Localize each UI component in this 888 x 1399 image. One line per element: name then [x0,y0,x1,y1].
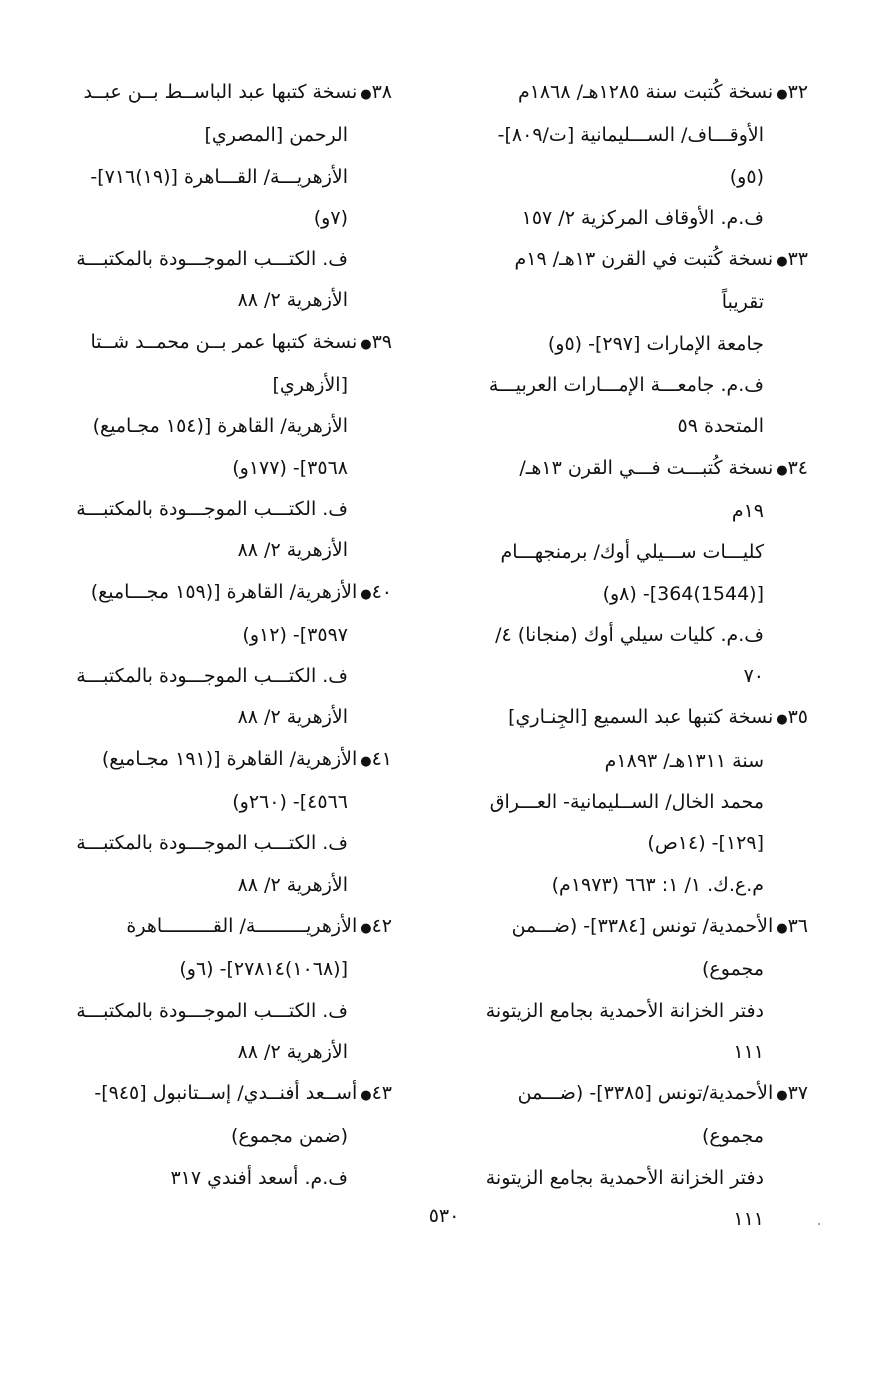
entry-text: نسخة كُتبت سنة ١٢٨٥هـ/ ١٨٦٨م [517,81,774,103]
entry-line: ٧٠ [743,665,764,688]
entry-text: نسخة كتبها عبد الباســط بــن عبــد [83,81,358,103]
catalog-entry [432,448,808,698]
bullet-icon: ● [776,920,788,936]
bullet-icon: ● [360,87,372,102]
entry-number: ٣٣ [787,248,808,271]
entry-line: المتحدة ٥٩ [677,415,764,438]
entry-line: سنة ١٣١١هـ/ ١٨٩٣م [604,749,764,772]
entry-line: كليـــات ســـيلي أوك/ برمنجهـــام [500,541,764,564]
entry-number: ٣٦ [787,914,808,937]
entry-line: الأزهرية ٢/ ٨٨ [237,873,348,896]
entry-number: ٣٥ [787,706,808,729]
entry-line: [الأزهري] [272,374,348,397]
entry-line: الأوقـــاف/ الســـليمانية [ت/٨٠٩]- [497,124,764,147]
bullet-icon: ● [360,586,372,602]
entry-heading-line [62,906,392,949]
entry-number: ٤١ [371,747,392,770]
entry-line: م.ع.ك. ١/ ١: ٦٦٣ (١٩٧٣م) [551,873,764,896]
entry-heading-line [432,239,808,282]
entry-line: الرحمن [المصري] [204,124,348,147]
catalog-entry [62,739,392,906]
entry-line: ف. الكتـــب الموجـــودة بالمكتبـــة [76,497,348,520]
entry-text: نسخة كُتبـــت فـــي القرن ١٣هـ/ [519,456,774,479]
bullet-icon: ● [776,254,788,270]
entry-number: ٣٤ [787,456,808,479]
entry-heading-line [432,697,808,740]
entry-line: [(١٠٦٨)٢٧٨١٤]- (٦و) [179,958,348,981]
bullet-icon: ● [360,920,372,936]
bullet-icon: ● [776,87,788,102]
entry-line: ٣٥٦٨]- (١٧٧و) [232,456,348,479]
catalog-entry [432,906,808,1073]
entry-number: ٤٢ [371,914,392,937]
entry-number: ٤٠ [371,580,392,603]
entry-text: الأزهريـــــــــة/ القـــــــــاهرة [126,914,358,937]
catalog-entry [432,697,808,905]
bullet-icon: ● [360,336,372,352]
entry-heading-line [432,906,808,949]
entry-line: ف. الكتـــب الموجـــودة بالمكتبـــة [76,248,348,271]
entry-line: مجموع) [702,958,764,981]
entry-line: دفتر الخزانة الأحمدية بجامع الزيتونة [485,1166,764,1189]
entry-line: ٣٥٩٧]- (١٢و) [242,623,348,646]
entry-line: جامعة الإمارات [٢٩٧]- (٥و) [547,332,764,355]
entry-text: الأزهرية/ القاهرة [(١٥٩ مجـــاميع) [90,580,358,603]
entry-line: ف.م. كليات سيلي أوك (منجانا) ٤/ [495,623,764,646]
entry-line: الأزهرية ٢/ ٨٨ [237,1040,348,1063]
entry-text: الأحمدية/تونس [٣٣٨٥]- (ضـــمن [517,1082,774,1105]
bullet-icon: ● [776,712,788,728]
entry-heading-line [62,72,392,115]
entry-text: الأحمدية/ تونس [٣٣٨٤]- (ضـــمن [511,914,774,937]
entry-line: ف.م. أسعد أفندي ٣١٧ [170,1166,348,1189]
entry-line: ف.م. جامعـــة الإمـــارات العربيـــة [488,374,764,397]
entry-heading-line [62,322,392,365]
entry-line: (ضمن مجموع) [230,1125,348,1148]
entry-line: ف. الكتـــب الموجـــودة بالمكتبـــة [76,665,348,688]
catalog-entry [62,906,392,1073]
entry-text: نسخة كتبها عبد السميع [الجِنـاري] [508,706,774,729]
entry-number: ٣٧ [787,1082,808,1105]
entry-heading-line [432,1073,808,1116]
catalog-entry [62,572,392,739]
entry-line: ١١١ [733,1040,764,1063]
entry-line: مجموع) [702,1125,764,1148]
entry-heading-line [62,1073,392,1116]
bullet-icon: ● [776,462,788,478]
catalog-entry [62,322,392,572]
catalog-entry [432,72,808,239]
entry-number: ٤٣ [371,1082,392,1105]
entry-text: الأزهرية/ القاهرة [(١٩١ مجـاميع) [101,747,358,770]
left-column [62,72,392,1199]
entry-line: (٥و) [729,165,764,188]
entry-line: الأزهرية ٢/ ٨٨ [237,706,348,729]
entry-text: نسخة كُتبت في القرن ١٣هـ/ ١٩م [514,248,774,271]
scan-speck [818,1223,820,1225]
right-column [432,72,808,1240]
bullet-icon: ● [776,1088,788,1104]
entry-heading-line [432,448,808,491]
entry-line: (٧و) [313,206,348,229]
entry-line: ف. الكتـــب الموجـــودة بالمكتبـــة [76,999,348,1022]
catalog-entry [432,239,808,447]
entry-text: نسخة كتبها عمر بــن محمــد شــتا [90,330,358,353]
entry-number: ٣٩ [371,330,392,353]
entry-line: دفتر الخزانة الأحمدية بجامع الزيتونة [485,999,764,1022]
entry-line: ٤٥٦٦]- (٢٦٠و) [232,791,348,814]
entry-line: الأزهرية ٢/ ٨٨ [237,289,348,312]
catalog-entry [62,1073,392,1199]
entry-heading-line [62,572,392,615]
page-number: ٥٣٠ [428,1205,460,1227]
entry-line: ١١١ [733,1208,764,1231]
entry-heading-line [432,72,808,115]
entry-line: محمد الخال/ الســليمانية- العـــراق [489,791,764,814]
entry-heading-line [62,739,392,782]
entry-line: ف.م. الأوقاف المركزية ٢/ ١٥٧ [521,206,764,229]
bullet-icon: ● [360,1088,372,1104]
entry-line: الأزهرية/ القاهرة [(١٥٤ مجـاميع) [92,415,348,438]
entry-line: ١٩م [731,499,764,522]
entry-line: تقريباً [721,291,764,314]
catalog-entry [62,72,392,322]
entry-line: الأزهريـــة/ القـــاهرة [(١٩)٧١٦]- [90,165,348,188]
entry-number: ٣٢ [787,81,808,103]
entry-line: الأزهرية ٢/ ٨٨ [237,539,348,562]
entry-number: ٣٨ [371,81,392,103]
entry-line: [(1544)364]- (٨و) [602,582,764,605]
entry-text: أســعد أفنــدي/ إســتانبول [٩٤٥]- [94,1082,358,1105]
entry-line: [١٢٩]- (١٤ص) [647,832,764,855]
entry-line: ف. الكتـــب الموجـــودة بالمكتبـــة [76,832,348,855]
bullet-icon: ● [360,753,372,769]
